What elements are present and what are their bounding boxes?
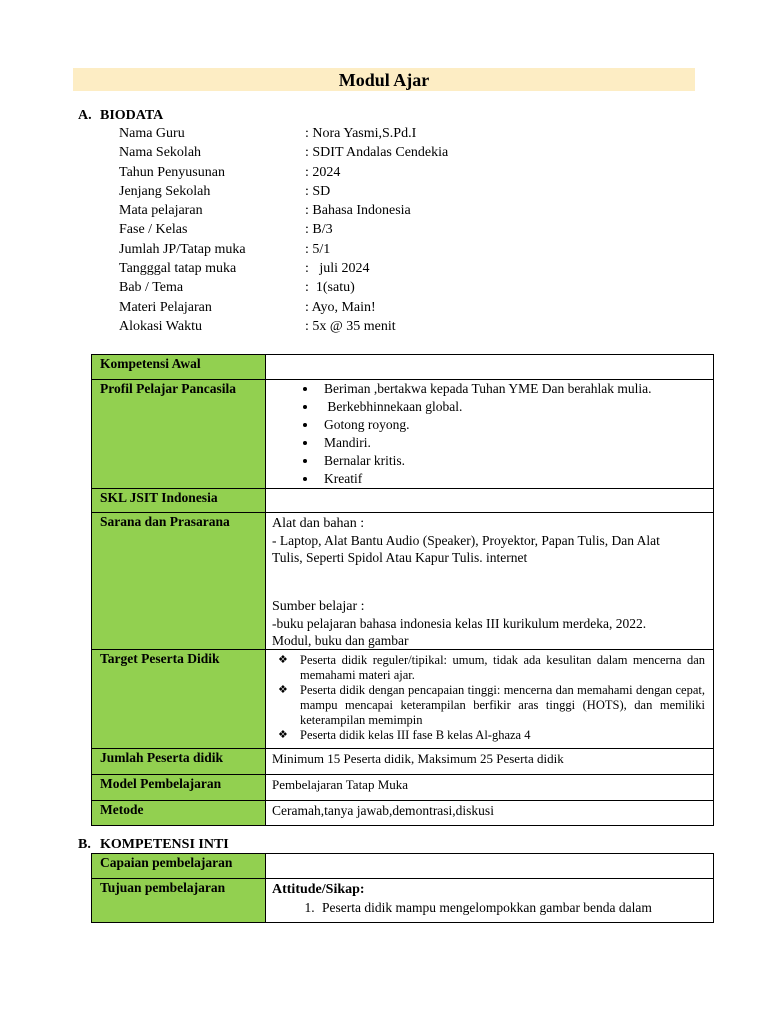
list-item-text: Peserta didik reguler/tipikal: umum, tidak ada kesulitan dalam mencerna dan memahami materi ajar. xyxy=(300,653,705,682)
table-row xyxy=(92,854,714,879)
biodata-value: : SD xyxy=(305,183,331,199)
biodata-label: Fase / Kelas xyxy=(119,222,188,238)
sumber-line: Modul, buku dan gambar xyxy=(272,633,409,648)
row-label-jumlah: Jumlah Peserta didik xyxy=(92,749,266,775)
table-row xyxy=(92,775,714,801)
list-item: • Kreatif xyxy=(318,470,707,488)
section-b-letter: B. xyxy=(78,837,91,852)
biodata-label: Tangggal tatap muka xyxy=(119,261,237,277)
lesson-info-table xyxy=(91,354,714,826)
profil-list xyxy=(272,380,707,488)
biodata-label: Mata pelajaran xyxy=(119,203,203,219)
biodata-value: : 5/1 xyxy=(305,241,331,257)
section-b-title: KOMPETENSI INTI xyxy=(100,837,229,852)
biodata-value: : Bahasa Indonesia xyxy=(305,203,411,219)
biodata-value: : B/3 xyxy=(305,222,333,238)
list-item-text: Peserta didik kelas III fase B kelas Al-ghaza 4 xyxy=(300,728,531,742)
table-row xyxy=(92,879,714,923)
table-row xyxy=(92,513,714,650)
row-value-jumlah: Minimum 15 Peserta didik, Maksimum 25 Peserta didik xyxy=(266,749,714,775)
row-value-skl xyxy=(266,489,714,513)
row-label-capaian: Capaian pembelajaran xyxy=(92,854,266,879)
list-item: • Beriman ,bertakwa kepada Tuhan YME Dan berahlak mulia. xyxy=(318,380,707,398)
row-value-tujuan xyxy=(266,879,714,923)
tujuan-list xyxy=(272,899,707,917)
biodata-value: : 1(satu) xyxy=(305,280,355,296)
row-label-skl: SKL JSIT Indonesia xyxy=(92,489,266,513)
target-list xyxy=(272,653,707,743)
list-item-text: Peserta didik dengan pencapaian tinggi: mencerna dan memahami dengan cepat, mampu mencapai keterampilan berfikir aras tinggi (HOTS), dan memiliki keterampilan memimpin xyxy=(300,683,705,727)
table-row xyxy=(92,489,714,513)
row-label-kompetensi-awal: Kompetensi Awal xyxy=(92,355,266,380)
row-value-sarana xyxy=(266,513,714,650)
biodata-value: : 5x @ 35 menit xyxy=(305,318,396,334)
list-item: • Gotong royong. xyxy=(318,416,707,434)
row-value-metode: Ceramah,tanya jawab,demontrasi,diskusi xyxy=(266,801,714,826)
diamond-bullet-icon: ❖ xyxy=(278,729,288,741)
row-label-profil: Profil Pelajar Pancasila xyxy=(92,380,266,489)
biodata-label: Bab / Tema xyxy=(119,280,184,296)
row-label-metode: Metode xyxy=(92,801,266,826)
list-item xyxy=(278,728,707,743)
table-row xyxy=(92,650,714,749)
list-item: 1. Peserta didik mampu mengelompokkan gambar benda dalam xyxy=(318,899,707,917)
row-value-capaian xyxy=(266,854,714,879)
biodata-value: : Ayo, Main! xyxy=(305,299,376,315)
table-row xyxy=(92,801,714,826)
row-label-target: Target Peserta Didik xyxy=(92,650,266,749)
attitude-heading: Attitude/Sikap: xyxy=(272,882,365,897)
biodata-value: : Nora Yasmi,S.Pd.I xyxy=(305,126,417,141)
biodata-label: Tahun Penyusunan xyxy=(119,164,225,180)
alat-heading: Alat dan bahan : xyxy=(272,516,365,531)
page-title: Modul Ajar xyxy=(338,70,430,90)
biodata-value: : juli 2024 xyxy=(305,261,370,277)
sumber-heading: Sumber belajar : xyxy=(272,599,365,614)
list-item: • Mandiri. xyxy=(318,434,707,452)
table-row xyxy=(92,355,714,380)
sumber-line: -buku pelajaran bahasa indonesia kelas III kurikulum merdeka, 2022. xyxy=(272,616,647,631)
biodata-value: : 2024 xyxy=(305,164,341,180)
row-value-model: Pembelajaran Tatap Muka xyxy=(266,775,714,801)
biodata-label: Nama Guru xyxy=(119,126,185,141)
row-value-kompetensi-awal xyxy=(266,355,714,380)
section-a-title: BIODATA xyxy=(100,108,164,123)
list-item xyxy=(278,683,707,728)
table-row xyxy=(92,749,714,775)
row-value-profil xyxy=(266,380,714,489)
section-a-heading xyxy=(78,108,163,124)
biodata-label: Jumlah JP/Tatap muka xyxy=(119,241,246,257)
section-b-heading xyxy=(78,837,229,853)
biodata-value: : SDIT Andalas Cendekia xyxy=(305,145,449,161)
biodata-label: Materi Pelajaran xyxy=(119,299,212,315)
row-label-sarana: Sarana dan Prasarana xyxy=(92,513,266,650)
row-label-tujuan: Tujuan pembelajaran xyxy=(92,879,266,923)
row-value-target xyxy=(266,650,714,749)
table-row xyxy=(92,380,714,489)
diamond-bullet-icon: ❖ xyxy=(278,654,288,666)
list-item: • Bernalar kritis. xyxy=(318,452,707,470)
section-a-letter: A. xyxy=(78,108,92,123)
biodata-label: Alokasi Waktu xyxy=(119,318,202,334)
row-label-model: Model Pembelajaran xyxy=(92,775,266,801)
diamond-bullet-icon: ❖ xyxy=(278,684,288,696)
biodata-label: Nama Sekolah xyxy=(119,145,202,161)
list-item: • Berkebhinnekaan global. xyxy=(318,398,707,416)
list-item xyxy=(278,653,707,683)
biodata-label: Jenjang Sekolah xyxy=(119,183,211,199)
alat-line: Tulis, Seperti Spidol Atau Kapur Tulis. internet xyxy=(272,550,528,565)
alat-line: - Laptop, Alat Bantu Audio (Speaker), Proyektor, Papan Tulis, Dan Alat xyxy=(272,533,660,548)
kompetensi-inti-table xyxy=(91,853,714,923)
